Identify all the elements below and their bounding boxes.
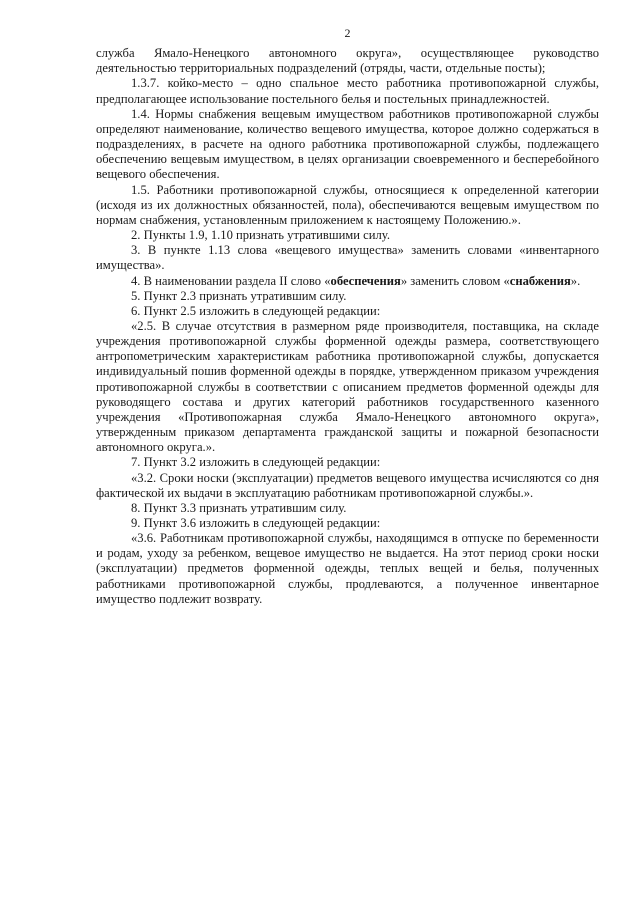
paragraph-continuation: служба Ямало-Ненецкого автономного округа», осуществляющее руководство деятельностью территориальных подразделений (отряды, части, отдельные посты); (96, 46, 599, 76)
paragraph-item-6: 6. Пункт 2.5 изложить в следующей редакции: (131, 303, 381, 318)
paragraph-1-4: 1.4. Нормы снабжения вещевым имуществом работников противопожарной службы определяют наименование, количество вещевого имущества, которое должно содержаться в подразделениях, в расчете на одного работника противопожарной службы, подлежащего обеспечению вещевым имуществом, в целях организации своевременного и бесперебойного вещевого обеспечения. (96, 106, 599, 182)
paragraph-3-2: «3.2. Сроки носки (эксплуатации) предметов вещевого имущества исчисляются со дня фактической их выдачи в эксплуатацию работникам противопожарной службы.». (96, 470, 599, 500)
paragraph-item-4 (96, 274, 599, 289)
paragraph-3-6: «3.6. Работникам противопожарной службы, находящимся в отпуске по беременности и родам, уходу за ребенком, вещевое имущество не выдается. На этот период сроки носки (эксплуатации) предметов форменной одежды, теплых вещей и белья, полученных работниками противопожарной службы, продлеваются, а полученное инвентарное имущество подлежит возврату. (96, 531, 599, 606)
paragraph-2-5: «2.5. В случае отсутствия в размерном ряде производителя, поставщика, на складе учреждения противопожарной службы форменной одежды размера, соответствующего антропометрическим характеристикам работника противопожарной службы, допускается индивидуальный пошив форменной одежды в порядке, утвержденном приказом учреждения противопожарной службы в соответствии с описанием предметов форменной одежды для руководящего состава и других категорий работников государственного казенного учреждения «Противопожарная служба Ямало-Ненецкого автономного округа», утвержденным приказом департамента гражданской защиты и пожарной безопасности автономного округа.». (96, 318, 599, 455)
item-4-text-before: 4. В наименовании раздела II слово « (131, 273, 331, 288)
paragraph-item-7: 7. Пункт 3.2 изложить в следующей редакции: (131, 455, 381, 470)
paragraph-1-3-7: 1.3.7. койко-место – одно спальное место работника противопожарной службы, предполагающее использование постельного белья и постельных принадлежностей. (96, 76, 599, 106)
item-4-text-middle: » заменить словом « (400, 273, 510, 288)
document-page (96, 26, 599, 607)
item-4-text-after: ». (570, 273, 581, 288)
paragraph-1-5: 1.5. Работники противопожарной службы, относящиеся к определенной категории (исходя из их должностных обязанностей, пола), обеспечиваются вещевым имуществом по нормам снабжения, установленным приложением к настоящему Положению.». (96, 182, 599, 227)
item-4-bold-word-1: обеспечения (330, 273, 401, 288)
item-4-bold-word-2: снабжения (509, 273, 571, 288)
paragraph-item-2: 2. Пункты 1.9, 1.10 признать утратившими силу. (131, 228, 390, 243)
paragraph-item-9: 9. Пункт 3.6 изложить в следующей редакции: (131, 516, 381, 530)
paragraph-item-3: 3. В пункте 1.13 слова «вещевого имущества» заменить словами «инвентарного имущества». (96, 243, 599, 273)
page-number: 2 (344, 26, 351, 40)
paragraph-item-5: 5. Пункт 2.3 признать утратившим силу. (131, 288, 347, 303)
paragraph-item-8: 8. Пункт 3.3 признать утратившим силу. (131, 500, 347, 515)
